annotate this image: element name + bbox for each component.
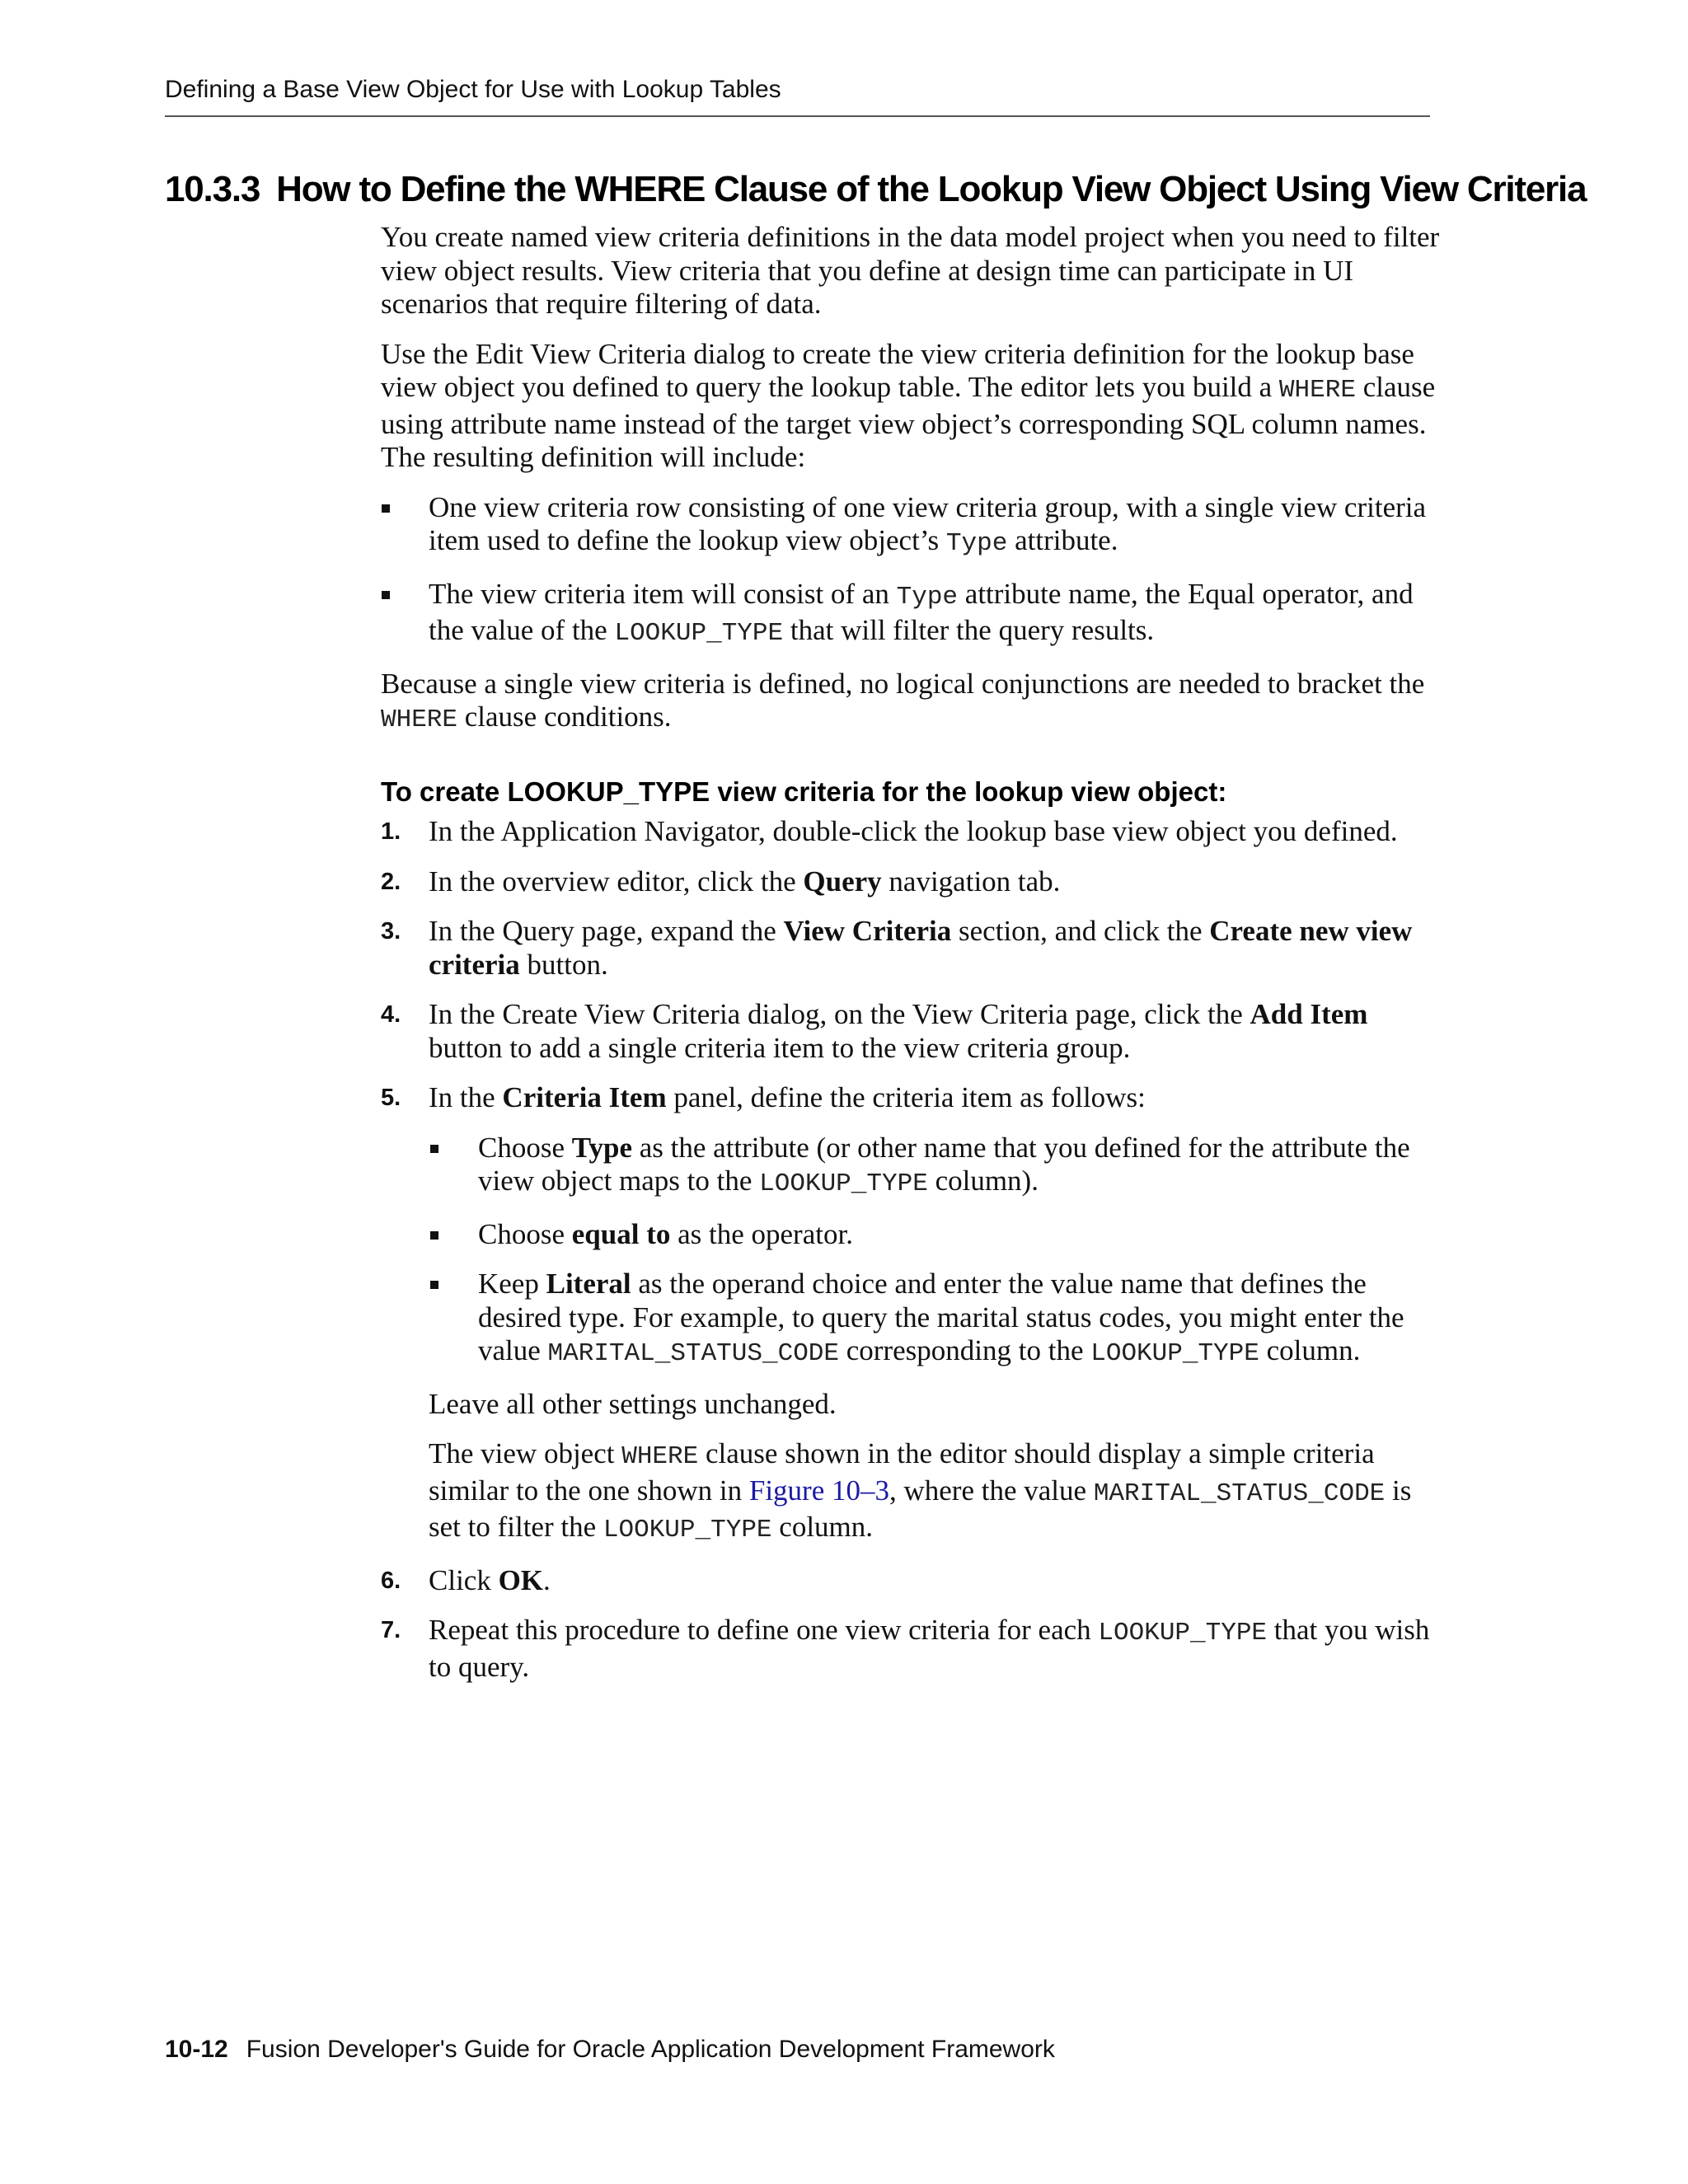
step-5-note: Leave all other settings unchanged. [429, 1387, 837, 1420]
text-run: Click [429, 1563, 499, 1596]
section-number: 10.3.3 [165, 169, 260, 209]
step-4 [381, 998, 1444, 1065]
step-number: 3. [381, 918, 401, 944]
text-run: that you wish to query. [429, 1614, 1430, 1683]
ui-term-view-criteria: View Criteria [783, 915, 952, 947]
code-lookup-type: LOOKUP_TYPE [1098, 1619, 1268, 1647]
code-where: WHERE [1278, 376, 1356, 405]
sub-list-item [429, 1268, 1444, 1371]
bullet-icon [382, 591, 390, 599]
text-run: , where the value [889, 1474, 1094, 1507]
code-type: Type [896, 582, 959, 612]
text-run: as the operator. [670, 1217, 853, 1250]
text-run: clause conditions. [457, 701, 672, 733]
text-run: In the overview editor, click the [429, 865, 804, 898]
procedure-title: To create LOOKUP_TYPE view criteria for the lookup view object: [381, 776, 1227, 807]
text-run: The view object [429, 1437, 622, 1469]
text-run: Because a single view criteria is defined, no logical conjunctions are needed to bracket the [381, 667, 1425, 700]
code-marital-status-code: MARITAL_STATUS_CODE [547, 1339, 840, 1368]
text-run: attribute. [1007, 524, 1118, 556]
page-number: 10-12 [165, 2036, 228, 2063]
step-number: 2. [381, 868, 401, 895]
header-rule [165, 115, 1430, 117]
ui-term-criteria-item: Criteria Item [502, 1081, 667, 1113]
step-number: 7. [381, 1617, 401, 1643]
book-title: Fusion Developer's Guide for Oracle Application Development Framework [246, 2036, 1055, 2063]
text-run: column). [927, 1165, 1039, 1197]
code-type: Type [945, 529, 1008, 558]
code-lookup-type: LOOKUP_TYPE [603, 1516, 772, 1544]
running-header: Defining a Base View Object for Use with Lookup Tables [165, 76, 781, 103]
list-item [381, 578, 1444, 651]
step-number: 5. [381, 1085, 401, 1111]
text-run: clause using attribute name instead of the target view object’s corresponding SQL column names. The resulting definition will include: [381, 371, 1436, 473]
ui-term-create-new-view-criteria: Create new view criteria [429, 915, 1413, 981]
code-where: WHERE [381, 705, 458, 734]
code-lookup-type: LOOKUP_TYPE [614, 619, 784, 648]
page-footer [165, 2036, 1055, 2064]
step-3 [381, 915, 1444, 982]
ui-term-query: Query [803, 865, 882, 898]
step-2 [381, 865, 1444, 899]
text-run: panel, define the criteria item as follows: [666, 1081, 1146, 1113]
text-run: Choose [478, 1217, 572, 1250]
code-marital-status-code: MARITAL_STATUS_CODE [1093, 1479, 1386, 1508]
text-run: attribute name, the Equal operator, and the value of the [429, 577, 1414, 646]
code-where: WHERE [621, 1442, 699, 1471]
text-run: button to add a single criteria item to the view criteria group. [429, 1031, 1131, 1064]
bullet-icon [430, 1231, 438, 1240]
section-body [381, 221, 1444, 1700]
text-run: button. [519, 948, 608, 981]
ui-term-ok: OK [498, 1563, 544, 1596]
step-6 [381, 1564, 1444, 1598]
text-run: as the attribute (or other name that you defined for the attribute the view object maps to the [478, 1131, 1410, 1197]
list-item [381, 491, 1444, 561]
text-run: Choose [478, 1131, 572, 1164]
text-run: Keep [478, 1268, 546, 1300]
bullet-icon [430, 1281, 438, 1289]
text-run: Use the Edit View Criteria dialog to create the view criteria definition for the lookup base view object you defined to query the lookup table. The editor lets you build a [381, 337, 1414, 403]
ui-term-literal: Literal [546, 1268, 631, 1300]
sub-list-item [429, 1132, 1444, 1202]
step-5-where-note [429, 1437, 1444, 1548]
step-number: 1. [381, 818, 401, 845]
step-number: 4. [381, 1001, 401, 1028]
intro-paragraph-1: You create named view criteria definitions in the data model project when you need to filter view object results. View criteria that you define at design time can participate in UI scenarios that require filtering of data. [381, 221, 1440, 320]
text-run: corresponding to the [839, 1334, 1091, 1366]
text-run: that will filter the query results. [783, 614, 1155, 646]
text-run: In the Create View Criteria dialog, on the View Criteria page, click the [429, 998, 1250, 1030]
text-run: column. [1259, 1334, 1361, 1366]
text-run: section, and click the [951, 915, 1210, 947]
text-run: In the Application Navigator, double-click the lookup base view object you defined. [429, 815, 1398, 847]
code-lookup-type: LOOKUP_TYPE [1090, 1339, 1259, 1368]
text-run: The view criteria item will consist of an [429, 577, 897, 610]
intro-paragraph-3 [381, 668, 1444, 738]
text-run: column. [771, 1511, 874, 1543]
text-run: is set to filter the [429, 1474, 1412, 1543]
sub-list-item [429, 1218, 1444, 1252]
figure-link[interactable]: Figure 10–3 [748, 1474, 889, 1507]
text-run: In the [429, 1081, 503, 1113]
step-7 [381, 1614, 1444, 1684]
step-5 [381, 1081, 1444, 1548]
ui-term-type: Type [571, 1131, 632, 1164]
code-lookup-type: LOOKUP_TYPE [759, 1169, 928, 1198]
text-run: In the Query page, expand the [429, 915, 784, 947]
step-number: 6. [381, 1567, 401, 1594]
ui-term-add-item: Add Item [1250, 998, 1368, 1030]
bullet-icon [382, 504, 390, 513]
text-run: clause shown in the editor should display a simple criteria similar to the one shown in [429, 1437, 1375, 1507]
text-run: One view criteria row consisting of one view criteria group, with a single view criteria item used to define the lookup view object’s [429, 490, 1427, 556]
section-heading-text: How to Define the WHERE Clause of the Lookup View Object Using View Criteria [276, 169, 1587, 209]
bullet-icon [430, 1145, 438, 1153]
step-1 [381, 815, 1444, 849]
intro-paragraph-2 [381, 338, 1444, 475]
ui-term-equal-to: equal to [571, 1217, 671, 1250]
text-run: as the operand choice and enter the value name that defines the desired type. For example, to query the marital status codes, you might enter the value [478, 1268, 1404, 1366]
text-run: navigation tab. [881, 865, 1061, 898]
text-run: . [543, 1563, 551, 1596]
text-run: Repeat this procedure to define one view criteria for each [429, 1614, 1099, 1646]
section-title [165, 169, 1587, 210]
